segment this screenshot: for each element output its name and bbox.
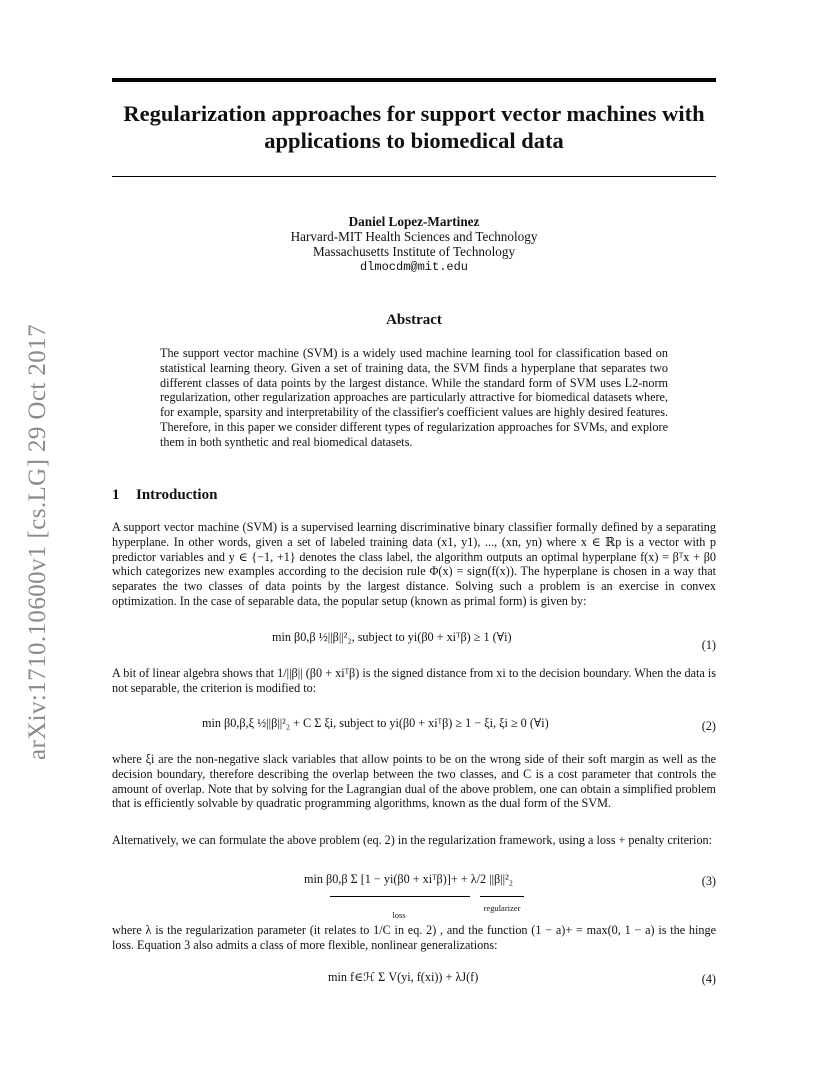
intro-paragraph-2: A bit of linear algebra shows that 1/||β|| (β0 + xiᵀβ) is the signed distance from xi to the decision boundary. When the data is not separable, the criterion is modified to: — [112, 666, 716, 695]
author-email: dlmocdm@mit.edu — [359, 259, 469, 274]
author-block — [0, 214, 828, 275]
regularizer-brace — [480, 896, 524, 901]
loss-brace — [330, 896, 470, 901]
author-name: Daniel Lopez-Martinez — [348, 214, 480, 229]
equation-2-number: (2) — [701, 719, 716, 733]
equation-3-number: (3) — [701, 874, 716, 888]
regularizer-label: regularizer — [483, 903, 521, 913]
abstract-text: The support vector machine (SVM) is a widely used machine learning tool for classification based on statistical learning theory. Given a set of training data, the SVM finds a hyperplane that separates two different classes of data points by the largest distance. While the standard form of SVM uses L2-norm regularization, other regularization approaches are particularly attractive for biomedical datasets where, for example, sparsity and interpretability of the classifier's coefficient values are highly desired features. Therefore, in this paper we consider different types of regularization approaches for SVMs, and explore them in both synthetic and real biomedical datasets. — [160, 346, 668, 449]
title-rule — [112, 176, 716, 177]
intro-paragraph-3: where ξi are the non-negative slack variables that allow points to be on the wrong side of their soft margin as well as the decision boundary, therefore describing the overlap between the two classes, and C is a cost parameter that controls the amount of overlap. Note that by solving for the Lagrangian dual of the above problem, one can obtain a simplified problem that is efficiently solvable by quadratic programming algorithms, known as the dual form of the SVM. — [112, 752, 716, 811]
arxiv-side-label: arXiv:1710.10600v1 [cs.LG] 29 Oct 2017 — [24, 324, 51, 760]
abstract-heading: Abstract — [386, 312, 442, 328]
equation-2: min β0,β,ξ ½||β||²₂ + C Σ ξi, subject to yi(β0 + xiᵀβ) ≥ 1 − ξi, ξi ≥ 0 (∀i) — [202, 716, 549, 730]
top-rule — [112, 78, 716, 82]
author-affiliation-1: Harvard-MIT Health Sciences and Technology — [290, 229, 538, 245]
section-heading — [112, 487, 217, 504]
equation-1: min β0,β ½||β||²₂, subject to yi(β0 + xiᵀβ) ≥ 1 (∀i) — [272, 630, 512, 644]
intro-paragraph-5: where λ is the regularization parameter (it relates to 1/C in eq. 2) , and the function (1 − a)+ = max(0, 1 − a) is the hinge loss. Equation 3 also admits a class of more flexible, nonlinear generalizations: — [112, 923, 716, 952]
intro-paragraph-1: A support vector machine (SVM) is a supervised learning discriminative binary classifier formally defined by a separating hyperplane. In other words, given a set of labeled training data (x1, y1), ..., (xn, yn) where x ∈ ℝp is a vector with p predictor variables and y ∈ {−1, +1} denotes the class label, the algorithm outputs an optimal hyperplane f(x) = βᵀx + β0 which categorizes new examples according to the decision rule Φ(x) = sign(f(x)). The hyperplane is chosen in a way that separates the two classes of data points by the largest distance. Solving such a problem is an exercise in convex optimization. In the case of separable data, the popular setup (known as primal form) is given by: — [112, 520, 716, 608]
equation-1-number: (1) — [701, 638, 716, 652]
loss-label: loss — [392, 910, 406, 920]
paper-title: Regularization approaches for support vector machines with applications to biomedical data — [123, 101, 705, 153]
section-title: Introduction — [136, 487, 218, 503]
intro-paragraph-4: Alternatively, we can formulate the above problem (eq. 2) in the regularization framework, using a loss + penalty criterion: — [112, 833, 713, 847]
section-number: 1 — [112, 487, 120, 503]
equation-4: min f∈ℋ Σ V(yi, f(xi)) + λJ(f) — [328, 970, 479, 984]
equation-4-number: (4) — [701, 972, 716, 986]
author-affiliation-2: Massachusetts Institute of Technology — [312, 244, 516, 260]
equation-3: min β0,β Σ [1 − yi(β0 + xiᵀβ)]+ + λ/2 ||β||²₂ — [304, 872, 514, 886]
